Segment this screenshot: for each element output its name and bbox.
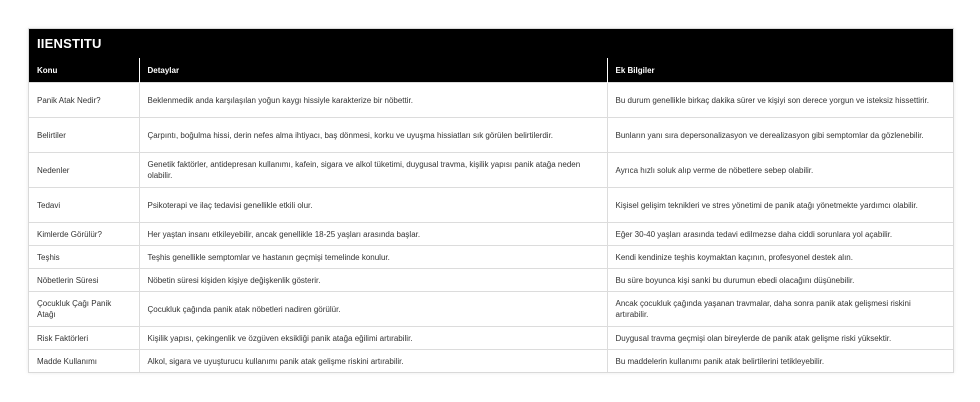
cell-detaylar: Genetik faktörler, antidepresan kullanımı, kafein, sigara ve alkol tüketimi, duygusal travma, kişilik yapısı panik atağa neden olabilir. bbox=[139, 153, 607, 188]
table-row bbox=[29, 118, 953, 153]
table-row bbox=[29, 188, 953, 223]
cell-konu: Risk Faktörleri bbox=[29, 327, 139, 350]
cell-konu: Nöbetlerin Süresi bbox=[29, 269, 139, 292]
cell-konu: Madde Kullanımı bbox=[29, 350, 139, 373]
cell-detaylar: Alkol, sigara ve uyuşturucu kullanımı panik atak gelişme riskini artırabilir. bbox=[139, 350, 607, 373]
cell-konu: Kimlerde Görülür? bbox=[29, 223, 139, 246]
cell-detaylar: Psikoterapi ve ilaç tedavisi genellikle etkili olur. bbox=[139, 188, 607, 223]
cell-ek-bilgiler: Ayrıca hızlı soluk alıp verme de nöbetlere sebep olabilir. bbox=[607, 153, 953, 188]
table-row bbox=[29, 223, 953, 246]
header-ek-bilgiler: Ek Bilgiler bbox=[607, 58, 953, 83]
cell-detaylar: Kişilik yapısı, çekingenlik ve özgüven eksikliği panik atağa eğilimi artırabilir. bbox=[139, 327, 607, 350]
header-detaylar: Detaylar bbox=[139, 58, 607, 83]
table-card bbox=[28, 28, 954, 373]
table-row bbox=[29, 153, 953, 188]
info-table bbox=[29, 58, 953, 372]
cell-ek-bilgiler: Kişisel gelişim teknikleri ve stres yönetimi de panik atağı yönetmekte yardımcı olabilir. bbox=[607, 188, 953, 223]
cell-ek-bilgiler: Ancak çocukluk çağında yaşanan travmalar, daha sonra panik atak gelişmesi riskini artırabilir. bbox=[607, 292, 953, 327]
table-row bbox=[29, 327, 953, 350]
table-row bbox=[29, 83, 953, 118]
cell-konu: Panik Atak Nedir? bbox=[29, 83, 139, 118]
cell-ek-bilgiler: Bu durum genellikle birkaç dakika sürer ve kişiyi son derece yorgun ve isteksiz hissettirir. bbox=[607, 83, 953, 118]
table-row bbox=[29, 246, 953, 269]
cell-detaylar: Teşhis genellikle semptomlar ve hastanın geçmişi temelinde konulur. bbox=[139, 246, 607, 269]
cell-konu: Tedavi bbox=[29, 188, 139, 223]
cell-ek-bilgiler: Kendi kendinize teşhis koymaktan kaçının, profesyonel destek alın. bbox=[607, 246, 953, 269]
brand-title: IIENSTITU bbox=[29, 29, 953, 58]
cell-ek-bilgiler: Bu süre boyunca kişi sanki bu durumun ebedi olacağını düşünebilir. bbox=[607, 269, 953, 292]
cell-detaylar: Beklenmedik anda karşılaşılan yoğun kaygı hissiyle karakterize bir nöbettir. bbox=[139, 83, 607, 118]
cell-konu: Teşhis bbox=[29, 246, 139, 269]
table-row bbox=[29, 269, 953, 292]
cell-ek-bilgiler: Bu maddelerin kullanımı panik atak belirtilerini tetikleyebilir. bbox=[607, 350, 953, 373]
cell-detaylar: Çarpıntı, boğulma hissi, derin nefes alma ihtiyacı, baş dönmesi, korku ve uyuşma hissiatları sık görülen belirtilerdir. bbox=[139, 118, 607, 153]
cell-detaylar: Çocukluk çağında panik atak nöbetleri nadiren görülür. bbox=[139, 292, 607, 327]
cell-detaylar: Her yaştan insanı etkileyebilir, ancak genellikle 18-25 yaşları arasında başlar. bbox=[139, 223, 607, 246]
cell-ek-bilgiler: Duygusal travma geçmişi olan bireylerde de panik atak gelişme riski yüksektir. bbox=[607, 327, 953, 350]
table-row bbox=[29, 350, 953, 373]
cell-detaylar: Nöbetin süresi kişiden kişiye değişkenlik gösterir. bbox=[139, 269, 607, 292]
cell-konu: Çocukluk Çağı Panik Atağı bbox=[29, 292, 139, 327]
cell-konu: Belirtiler bbox=[29, 118, 139, 153]
header-konu: Konu bbox=[29, 58, 139, 83]
cell-ek-bilgiler: Eğer 30-40 yaşları arasında tedavi edilmezse daha ciddi sorunlara yol açabilir. bbox=[607, 223, 953, 246]
cell-ek-bilgiler: Bunların yanı sıra depersonalizasyon ve derealizasyon gibi semptomlar da gözlenebilir. bbox=[607, 118, 953, 153]
cell-konu: Nedenler bbox=[29, 153, 139, 188]
table-row bbox=[29, 292, 953, 327]
header-row bbox=[29, 58, 953, 83]
